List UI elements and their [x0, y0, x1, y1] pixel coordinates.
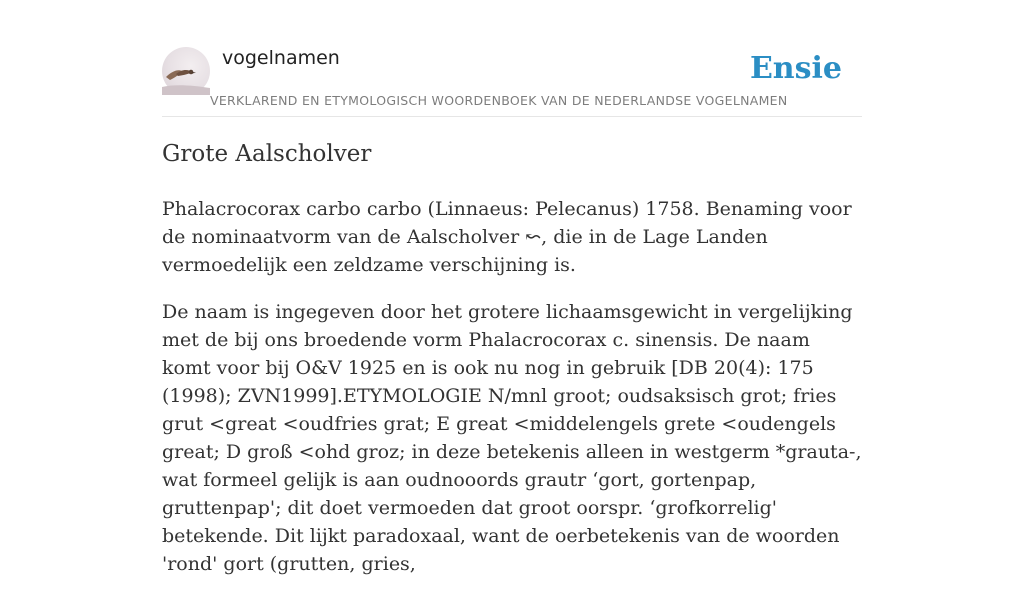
bird-photo-icon[interactable]: [162, 47, 210, 95]
site-subtitle: VERKLAREND EN ETYMOLOGISCH WOORDENBOEK VAN DE NEDERLANDSE VOGELNAMEN: [210, 93, 788, 108]
site-header: [162, 46, 862, 117]
article-paragraph: Phalacrocorax carbo carbo (Linnaeus: Pelecanus) 1758. Benaming voor de nominaatvorm van de Aalscholver ↜, die in de Lage Landen vermoedelijk een zeldzame verschijning is.: [162, 198, 852, 276]
site-name[interactable]: vogelnamen: [222, 47, 340, 69]
article: [162, 138, 862, 597]
article-paragraph: De naam is ingegeven door het grotere lichaamsgewicht in vergelijking met de bij ons broedende vorm Phalacrocorax c. sinensis. De naam komt voor bij O&V 1925 en is ook nu nog in gebruik [DB 20(4): 175 (1998); ZVN1999].ETYMOLOGIE N/mnl groot; oudsaksisch grot; fries grut <great <oudfries grat; E great <middelengels grete <oudengels great; D groß <ohd groz; in deze betekenis alleen in westgerm *grauta-, wat formeel gelijk is aan oudnooords grautr ‘gort, gortenpap, gruttenpap'; dit doet vermoeden dat groot oorspr. ‘grofkorrelig' betekende. Dit lijkt paradoxaal, want de oerbetekenis van de woorden 'rond' gort (grutten, gries,: [162, 301, 862, 575]
page-title: Grote Aalscholver: [162, 141, 372, 167]
ensie-logo[interactable]: Ensie: [749, 51, 842, 86]
